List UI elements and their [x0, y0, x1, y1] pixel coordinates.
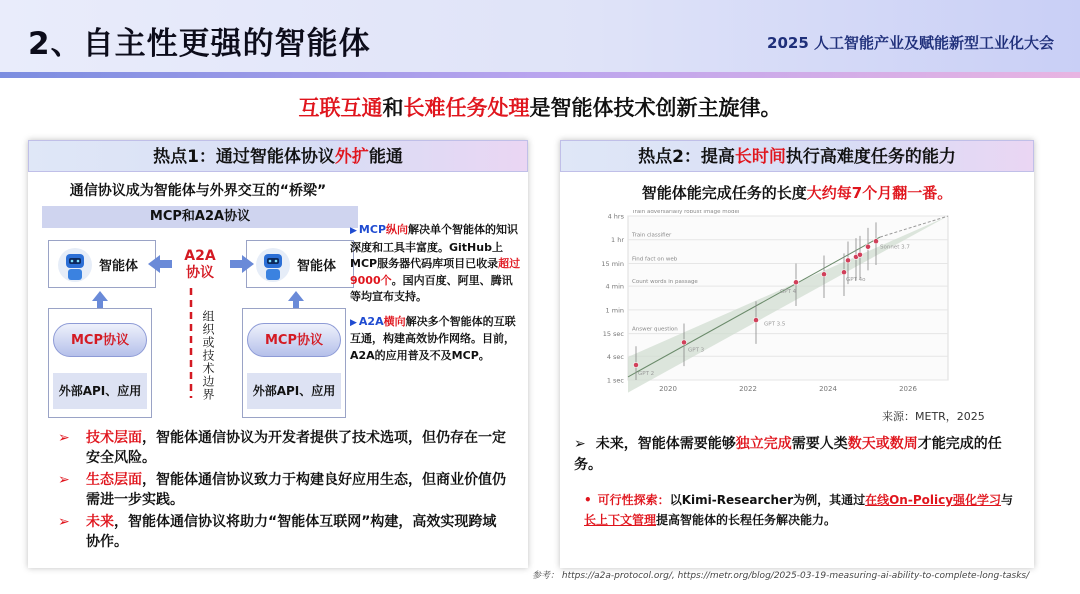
left-title-tail: 能通	[368, 147, 403, 167]
left-subtitle: 通信协议成为智能体与外界交互的“桥梁”	[69, 183, 327, 199]
headline	[0, 92, 1080, 122]
data-point	[841, 270, 846, 275]
chart-title-highlight: 大约每7个月翻一番。	[806, 184, 953, 202]
page-title: 2、自主性更强的智能体	[28, 26, 371, 62]
rb2-highlight-2: 长上下文管理	[584, 513, 657, 527]
bullet-key: 生态层面	[86, 472, 142, 488]
headline-connector: 和	[382, 96, 404, 120]
arrow-bullet-icon: ➢	[58, 472, 70, 488]
robot-icon	[57, 245, 93, 285]
x-tick-label: 2022	[739, 385, 757, 393]
rb2-b: 以Kimi-Researcher为例，其通过	[669, 493, 866, 507]
external-api-box: 外部API、应用	[247, 373, 341, 409]
left-title-highlight: 外扩	[334, 147, 369, 167]
left-title-text: 热点1：通过智能体协议	[153, 147, 335, 167]
headline-keyword-1: 互联互通	[298, 96, 383, 120]
boundary-line	[188, 288, 194, 398]
right-panel-title	[560, 140, 1034, 172]
headline-keyword-2: 长难任务处理	[403, 96, 530, 120]
mcp-note-count: 超过9000个	[350, 257, 521, 287]
mcp-pill: MCP协议	[53, 323, 147, 357]
a2a-note-body: 解决多个智能体的互联互通，构建高效协作网络。目前，A2A的应用普及不及MCP。	[350, 314, 516, 362]
rb1-c: 需要人类	[791, 436, 848, 452]
data-point	[821, 272, 826, 277]
task-label: Train classifier	[632, 232, 672, 239]
mcp-note-tail: 。国内百度、阿里、腾讯等均宣布支持。	[350, 273, 513, 303]
a2a-note-key: A2A	[358, 314, 384, 328]
rb1-highlight-1: 独立完成	[735, 436, 792, 452]
agent-label: 智能体	[99, 259, 139, 274]
y-tick-label: 4 sec	[606, 352, 624, 361]
a2a-label-line1: A2A	[184, 248, 216, 264]
right-title-tail: 执行高难度任务的能力	[785, 147, 956, 167]
a2a-label	[175, 248, 225, 282]
left-bullet-list	[56, 428, 508, 554]
dot-bullet-icon: •	[584, 493, 592, 507]
point-label: GPT 3	[688, 347, 705, 354]
robot-icon	[255, 245, 291, 285]
left-panel	[28, 140, 528, 568]
rb1-e: 才能完成的任务。	[574, 436, 1002, 473]
y-tick-label: 15 min	[601, 259, 624, 268]
data-point	[633, 362, 638, 367]
point-label: GPT 4	[780, 289, 797, 296]
data-point	[857, 252, 862, 257]
right-bullet-1	[574, 434, 1024, 476]
point-label: GPT 4o	[846, 277, 866, 284]
protocol-band: MCP和A2A协议	[42, 206, 358, 228]
bullet-text: ，智能体通信协议为开发者提供了技术选项，但仍存在一定安全风险。	[86, 430, 506, 466]
y-tick-label: 1 min	[605, 306, 624, 315]
data-point	[753, 318, 758, 323]
arrow-bullet-icon: ➢	[58, 514, 70, 530]
agent-box-left	[48, 240, 156, 288]
agent-box-right	[246, 240, 354, 288]
x-tick-label: 2024	[819, 385, 837, 393]
mcp-note	[350, 222, 522, 306]
rb2-d: 与	[1001, 493, 1014, 507]
mcp-note-direction: 纵向	[386, 223, 409, 236]
headline-rest: 是智能体技术创新主旋律。	[529, 96, 782, 120]
task-label: Find fact on web	[632, 256, 678, 263]
bullet-item	[56, 512, 508, 552]
header-band	[0, 0, 1080, 78]
right-bullet-2	[584, 490, 1014, 530]
rb1-a: 未来，智能体需要能够	[595, 436, 736, 452]
a2a-note-direction: 横向	[383, 314, 406, 328]
triangle-bullet-icon: ▶	[350, 226, 357, 236]
a2a-note	[350, 314, 522, 365]
left-panel-title	[28, 140, 528, 172]
mcp-stack-right	[242, 308, 346, 418]
bullet-text: ，智能体通信协议致力于构建良好应用生态，但商业价值仍需进一步实践。	[86, 472, 506, 508]
point-label: Sonnet 3.7	[880, 244, 910, 251]
data-point	[873, 239, 878, 244]
external-api-box: 外部API、应用	[53, 373, 147, 409]
task-label: Count words in passage	[632, 279, 698, 286]
right-title-text: 热点2：提高	[638, 147, 735, 167]
protocol-notes	[350, 222, 522, 372]
triangle-bullet-icon: ▶	[350, 317, 357, 328]
x-tick-label: 2026	[899, 385, 917, 393]
chart-source: 来源：METR，2025	[882, 410, 985, 423]
mcp-note-key: MCP	[358, 223, 387, 236]
bullet-text: ，智能体通信协议将助力“智能体互联网”构建，高效实现跨域协作。	[86, 514, 497, 550]
y-tick-label: 4 min	[605, 282, 624, 291]
mcp-stack-left	[48, 308, 152, 418]
bullet-key: 技术层面	[86, 430, 142, 446]
chart-title	[560, 182, 1034, 203]
data-point	[681, 340, 686, 345]
data-point	[865, 244, 870, 249]
arrow-bullet-icon: ➢	[574, 436, 586, 452]
footer-references: 参考： https://a2a-protocol.org/, https://metr.org/blog/2025-03-19-measuring-ai-ability-to-complete-long-tasks/	[532, 571, 1030, 581]
mcp-pill: MCP协议	[247, 323, 341, 357]
metr-chart	[594, 210, 954, 406]
y-tick-label: 4 hrs	[607, 212, 624, 221]
data-point	[793, 280, 798, 285]
y-tick-label: 1 sec	[606, 376, 624, 385]
data-point	[845, 258, 850, 263]
bullet-item	[56, 470, 508, 510]
point-label: GPT 3.5	[764, 321, 786, 328]
right-title-highlight: 长时间	[734, 147, 786, 167]
rb2-key: 可行性探索：	[597, 493, 670, 507]
y-tick-label: 15 sec	[602, 330, 624, 339]
arrow-bullet-icon: ➢	[58, 430, 70, 446]
bullet-item	[56, 428, 508, 468]
a2a-label-line2: 协议	[186, 265, 214, 281]
mcp-note-body: 解决单个智能体的知识深度和工具丰富度。GitHub上MCP服务器代码库项目已收录	[350, 223, 519, 270]
y-tick-label: 1 hr	[611, 236, 624, 245]
agent-label: 智能体	[297, 259, 337, 274]
task-label: Train adversarially robust image model	[632, 210, 740, 215]
x-tick-label: 2020	[659, 385, 677, 393]
point-label: GPT 2	[638, 371, 655, 378]
conference-name: 2025 人工智能产业及赋能新型工业化大会	[767, 34, 1054, 52]
right-panel	[560, 140, 1034, 568]
bullet-key: 未来	[86, 514, 114, 530]
chart-title-text: 智能体能完成任务的长度	[641, 184, 807, 202]
rb2-highlight-1: 在线On-Policy强化学习	[865, 493, 1002, 507]
boundary-label: 组织或技术边界	[201, 310, 215, 401]
header-accent-bar	[0, 72, 1080, 78]
rb1-highlight-2: 数天或数周	[847, 436, 918, 452]
rb2-f: 提高智能体的长程任务解决能力。	[656, 513, 837, 527]
task-label: Answer question	[632, 326, 678, 333]
